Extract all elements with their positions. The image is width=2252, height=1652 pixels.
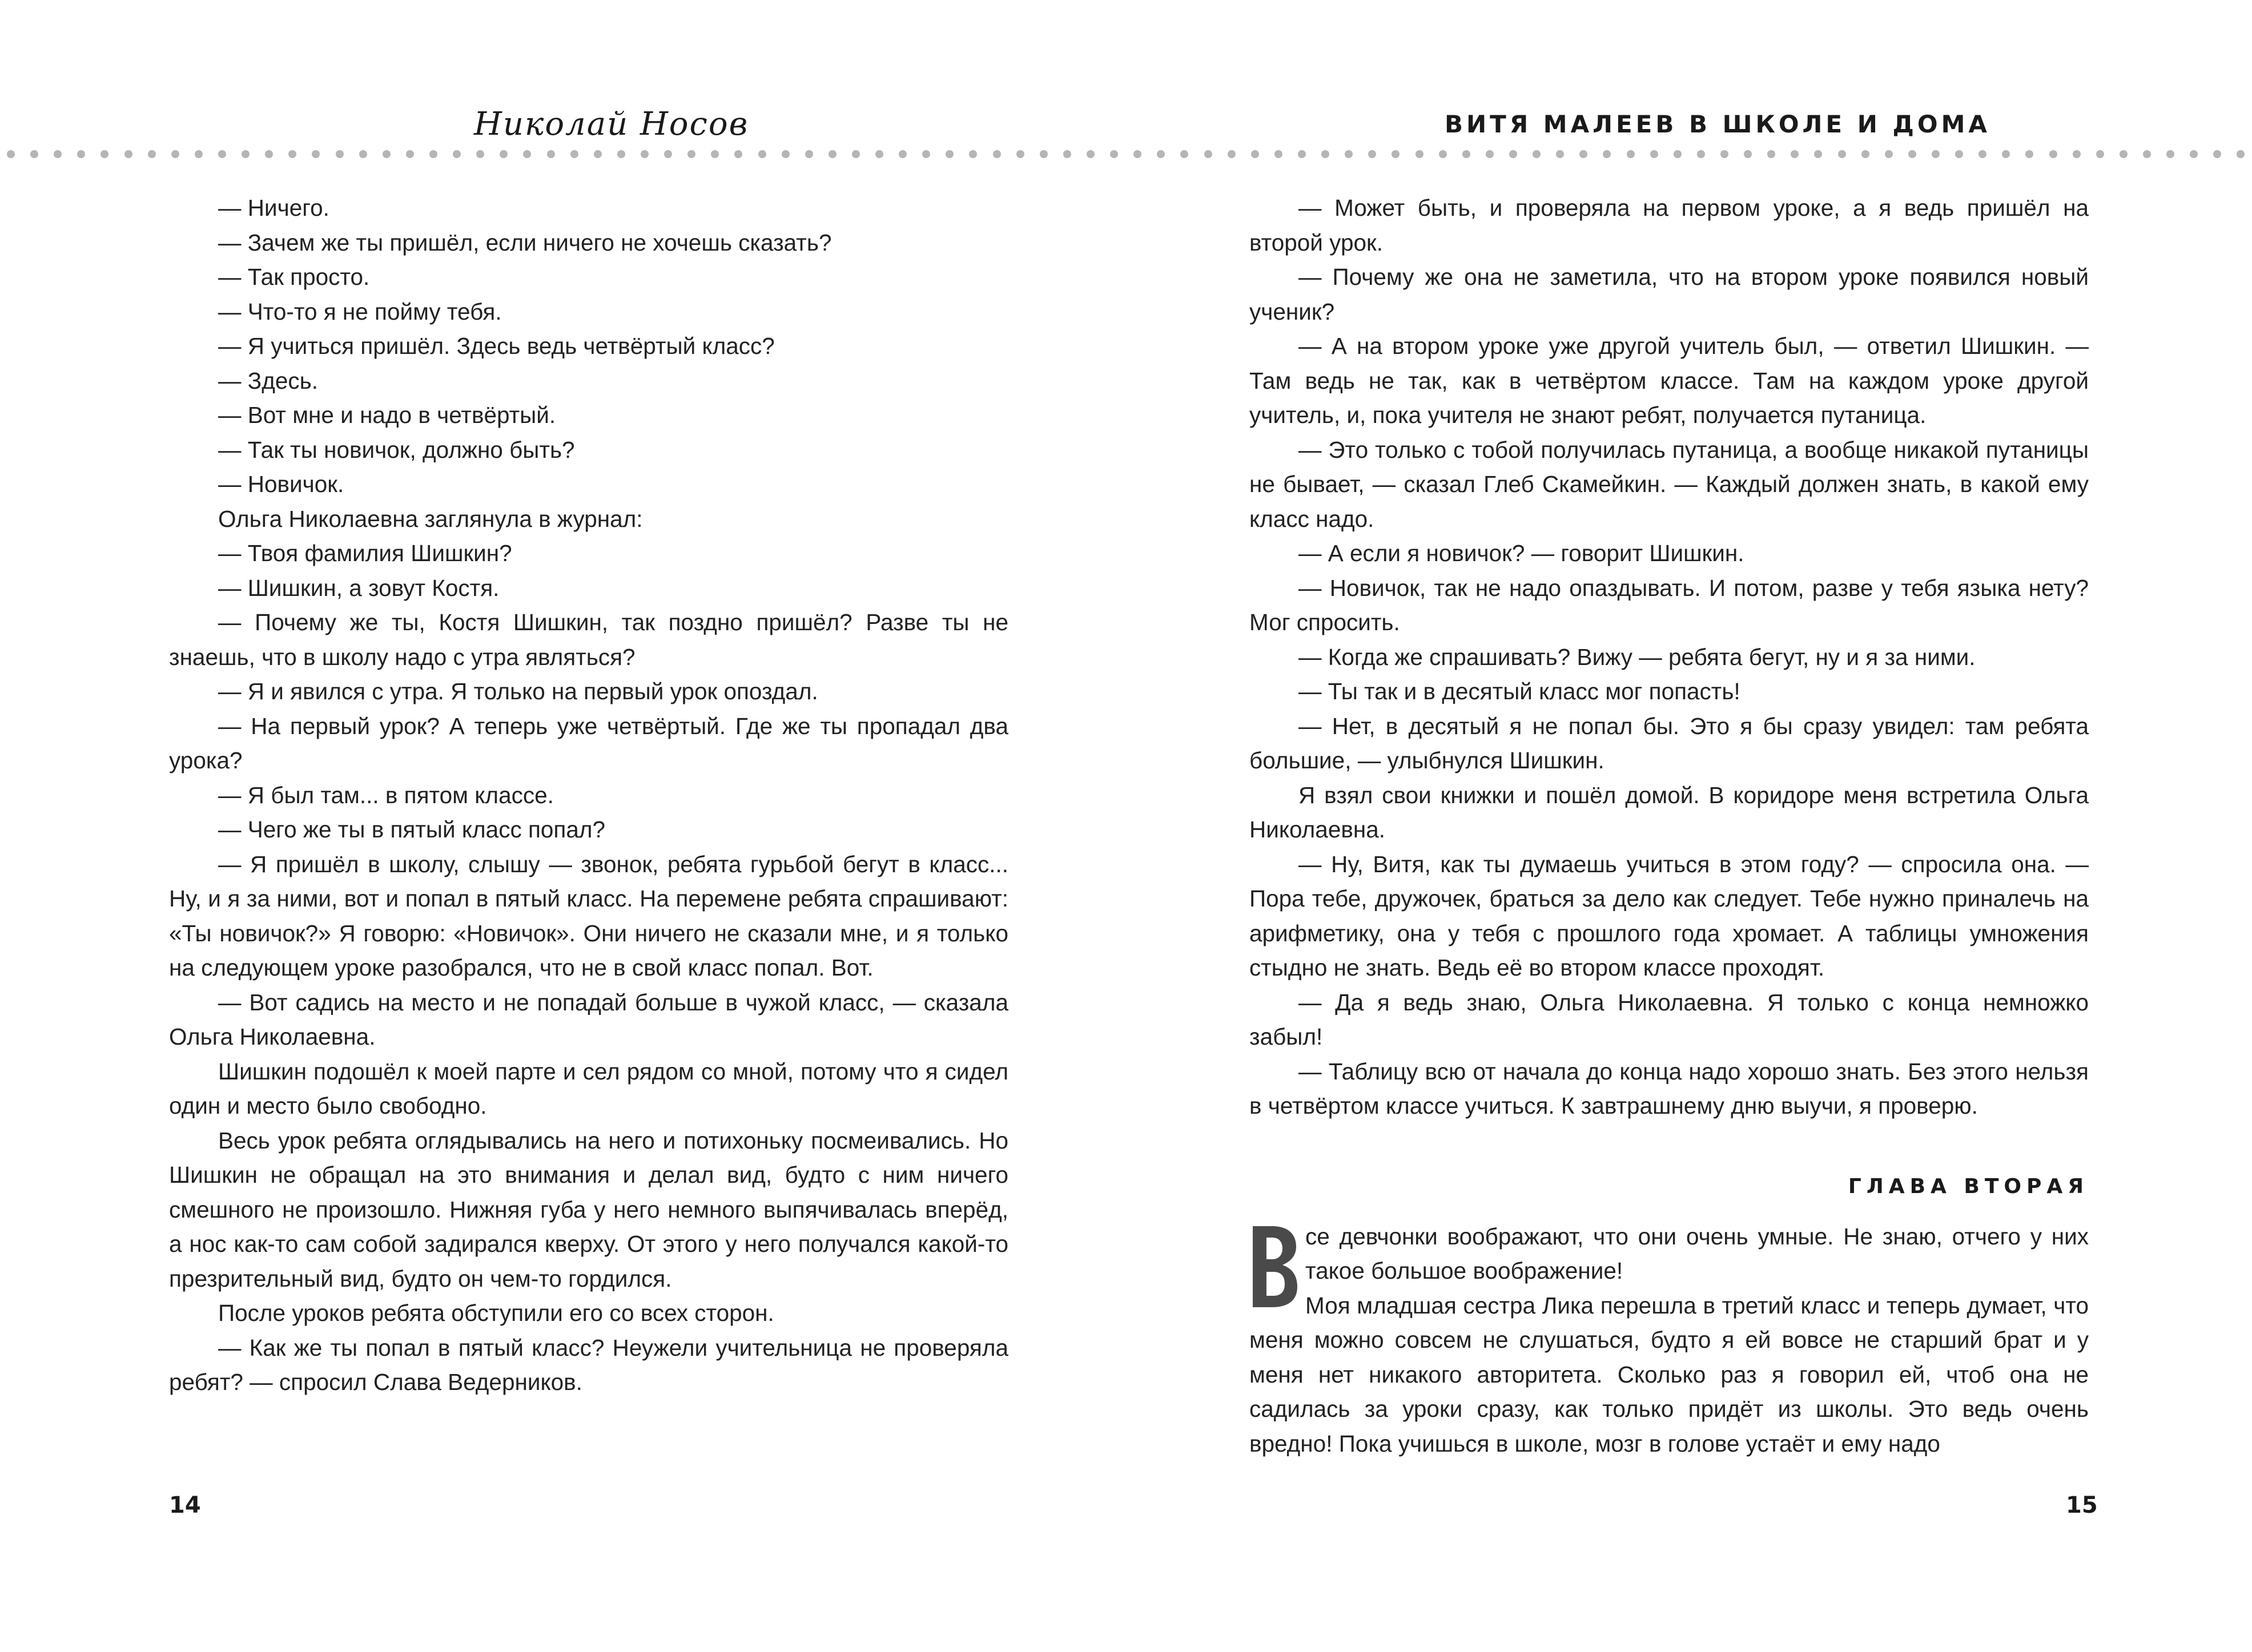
- divider-dot: [1908, 150, 1916, 158]
- paragraph: — Зачем же ты пришёл, если ничего не хочешь сказать?: [218, 229, 832, 256]
- divider-dot: [1016, 150, 1024, 158]
- divider-dot: [1439, 150, 1447, 158]
- divider-dot: [1603, 150, 1611, 158]
- divider-dot: [875, 150, 883, 158]
- paragraph: — Ты так и в десятый класс мог попасть!: [1298, 678, 1740, 704]
- paragraph: — Ничего.: [218, 195, 329, 221]
- dropcap-letter-icon: [1249, 1224, 1298, 1309]
- paragraph: — Новичок, так не надо опаздывать. И потом, разве у тебя языка нету? Мог спросить.: [1249, 574, 2089, 635]
- divider-dot: [100, 150, 108, 158]
- divider-dot: [617, 150, 625, 158]
- divider-dot: [922, 150, 930, 158]
- divider-dot: [1133, 150, 1141, 158]
- divider-dot: [77, 150, 85, 158]
- paragraph: — Да я ведь знаю, Ольга Николаевна. Я только с конца немножко забыл!: [1249, 989, 2089, 1050]
- paragraph: — Почему же она не заметила, что на втором уроке появился новый ученик?: [1249, 264, 2089, 325]
- paragraph: — Когда же спрашивать? Вижу — ребята бегут, ну и я за ними.: [1298, 643, 1976, 670]
- paragraph: — Шишкин, а зовут Костя.: [218, 574, 500, 601]
- divider-dot: [711, 150, 719, 158]
- divider-dot: [1110, 150, 1118, 158]
- divider-dot: [1157, 150, 1165, 158]
- chapter-first-paragraph-text: се девчонки воображают, что они очень умные. Не знаю, отчего у них такое большое воображение!: [1305, 1223, 2089, 1284]
- paragraph: — Нет, в десятый я не попал бы. Это я бы сразу увидел: там ребята большие, — улыбнулся Шишкин.: [1249, 712, 2089, 773]
- divider-dot: [1321, 150, 1329, 158]
- divider-dot: [1650, 150, 1658, 158]
- divider-dot: [453, 150, 461, 158]
- divider-dot: [594, 150, 602, 158]
- divider-dot: [852, 150, 860, 158]
- divider-dot: [1040, 150, 1048, 158]
- divider-dot: [1392, 150, 1400, 158]
- paragraph: — А на втором уроке уже другой учитель был, — ответил Шишкин. — Там ведь не так, как в четвёртом классе. Там на каждом уроке другой учитель, и, пока учителя не знают ребят, получается путаница.: [1249, 333, 2089, 428]
- divider-dot: [2002, 150, 2010, 158]
- paragraph: — Вот садись на место и не попадай больше в чужой класс, — сказала Ольга Николаевна.: [169, 989, 1008, 1050]
- divider-dot: [641, 150, 649, 158]
- left-page-text: [169, 191, 1008, 1400]
- divider-dot: [54, 150, 62, 158]
- divider-dot: [1415, 150, 1423, 158]
- divider-dot: [993, 150, 1001, 158]
- divider-dot: [1556, 150, 1564, 158]
- paragraph: — Таблицу всю от начала до конца надо хорошо знать. Без этого нельзя в четвёртом классе учиться. К завтрашнему дню выучи, я проверю.: [1249, 1058, 2089, 1119]
- divider-dot: [2025, 150, 2033, 158]
- paragraph: Весь урок ребята оглядывались на него и потихоньку посмеивались. Но Шишкин не обращал на это внимания и делал вид, будто с ним ничего смешного не произошло. Нижняя губа у него немного выпячивалась вперёд, а нос как-то сам собой задирался кверху. От этого у него получался какой-то презрительный вид, будто он чем-то гордился.: [169, 1127, 1008, 1292]
- divider-dot: [2190, 150, 2198, 158]
- divider-dot: [30, 150, 38, 158]
- divider-dot: [242, 150, 250, 158]
- divider-dot: [359, 150, 367, 158]
- page-number-left: 14: [169, 1492, 201, 1518]
- divider-dot: [1978, 150, 1986, 158]
- divider-dot: [218, 150, 226, 158]
- divider-dot: [1720, 150, 1728, 158]
- divider-dot: [1087, 150, 1095, 158]
- divider-dot: [969, 150, 977, 158]
- divider-dot: [734, 150, 742, 158]
- divider-dot: [758, 150, 766, 158]
- paragraph: Я взял свои книжки и пошёл домой. В коридоре меня встретила Ольга Николаевна.: [1249, 781, 2089, 843]
- divider-dot: [523, 150, 531, 158]
- paragraph: — Я был там... в пятом классе.: [218, 781, 554, 808]
- divider-dot: [265, 150, 273, 158]
- divider-dot: [1627, 150, 1635, 158]
- divider-dot: [782, 150, 790, 158]
- divider-dot: [195, 150, 203, 158]
- divider-dot: [2096, 150, 2104, 158]
- divider-dot: [1955, 150, 1963, 158]
- divider-dot: [1345, 150, 1353, 158]
- divider-dot: [1274, 150, 1282, 158]
- paragraph: — На первый урок? А теперь уже четвёртый. Где же ты пропадал два урока?: [169, 712, 1008, 773]
- page-number-right: 15: [2066, 1492, 2098, 1518]
- divider-dot: [1462, 150, 1470, 158]
- running-head-book-title: ВИТЯ МАЛЕЕВ В ШКОЛЕ И ДОМА: [1445, 110, 1990, 138]
- divider-dot: [1533, 150, 1541, 158]
- divider-dot: [946, 150, 954, 158]
- divider-dot: [899, 150, 907, 158]
- divider-dot: [1180, 150, 1188, 158]
- divider-dot: [1767, 150, 1775, 158]
- divider-dot: [570, 150, 578, 158]
- divider-dot: [1932, 150, 1940, 158]
- divider-dot: [1204, 150, 1212, 158]
- paragraph: Шишкин подошёл к моей парте и сел рядом со мной, потому что я сидел один и место было свободно.: [169, 1058, 1008, 1119]
- divider-dot: [124, 150, 132, 158]
- paragraph: — Здесь.: [218, 367, 318, 394]
- paragraph: — Я пришёл в школу, слышу — звонок, ребята гурьбой бегут в класс... Ну, и я за ними, вот и попал в пятый класс. На перемене ребята спрашивают: «Ты новичок?» Я говорю: «Новичок». Они ничего не сказали мне, и я только на следующем уроке разобрался, что не в свой класс попал. Вот.: [169, 851, 1008, 981]
- paragraph: Моя младшая сестра Лика перешла в третий класс и теперь думает, что меня можно совсем не слушаться, будто я ей вовсе не старший брат и у меня нет никакого авторитета. Сколько раз я говорил ей, чтоб она не садилась за уроки сразу, как только придёт из школы. Это ведь очень вредно! Пока учишься в школе, мозг в голове устаёт и ему надо: [1249, 1292, 2089, 1457]
- paragraph: — Я учиться пришёл. Здесь ведь четвёртый класс?: [218, 333, 775, 359]
- paragraph: — Может быть, и проверяла на первом уроке, а я ведь пришёл на второй урок.: [1249, 195, 2089, 256]
- divider-dot: [1509, 150, 1517, 158]
- divider-dot: [1228, 150, 1236, 158]
- divider-dot: [1838, 150, 1846, 158]
- divider-dot: [2213, 150, 2221, 158]
- chapter-opening-paragraph: [1249, 1219, 2089, 1288]
- paragraph: — Так просто.: [218, 264, 370, 290]
- divider-dot: [1885, 150, 1893, 158]
- divider-dot: [2073, 150, 2081, 158]
- divider-dot: [1579, 150, 1587, 158]
- divider-dot: [1063, 150, 1071, 158]
- divider-dot: [7, 150, 15, 158]
- divider-dot: [1744, 150, 1752, 158]
- divider-dot: [336, 150, 344, 158]
- paragraph: — Ну, Витя, как ты думаешь учиться в этом году? — спросила она. — Пора тебе, дружочек, браться за дело как следует. Тебе нужно приналечь на арифметику, она у тебя с прошлого года хромает. А таблицы умножения стыдно не знать. Ведь её во втором классе проходят.: [1249, 851, 2089, 981]
- divider-dot: [805, 150, 813, 158]
- divider-dot: [500, 150, 508, 158]
- paragraph: После уроков ребята обступили его со всех сторон.: [218, 1300, 774, 1326]
- paragraph: — Новичок.: [218, 471, 344, 497]
- paragraph: — А если я новичок? — говорит Шишкин.: [1298, 540, 1744, 566]
- divider-dot: [2166, 150, 2174, 158]
- paragraph: — Твоя фамилия Шишкин?: [218, 540, 512, 566]
- divider-dot: [1251, 150, 1259, 158]
- divider-dot: [664, 150, 672, 158]
- divider-dot: [2049, 150, 2057, 158]
- divider-dot: [1368, 150, 1376, 158]
- divider-dot: [429, 150, 437, 158]
- divider-dot: [1861, 150, 1869, 158]
- divider-dot: [829, 150, 837, 158]
- right-page-text: [1249, 191, 2089, 1461]
- dotted-divider: [0, 147, 2252, 161]
- paragraph: — Так ты новичок, должно быть?: [218, 436, 575, 463]
- divider-dot: [1674, 150, 1682, 158]
- divider-dot: [1486, 150, 1494, 158]
- divider-dot: [687, 150, 695, 158]
- divider-dot: [2120, 150, 2128, 158]
- divider-dot: [2143, 150, 2151, 158]
- paragraph: — Что-то я не пойму тебя.: [218, 298, 502, 325]
- divider-dot: [1791, 150, 1799, 158]
- divider-dot: [312, 150, 320, 158]
- divider-dot: [2237, 150, 2245, 158]
- divider-dot: [1814, 150, 1822, 158]
- paragraph: — Как же ты попал в пятый класс? Неужели учительница не проверяла ребят? — спросил Слава Ведерников.: [169, 1334, 1008, 1395]
- divider-dot: [1298, 150, 1306, 158]
- divider-dot: [547, 150, 555, 158]
- divider-dot: [148, 150, 156, 158]
- divider-dot: [1697, 150, 1705, 158]
- chapter-heading: ГЛАВА ВТОРАЯ: [1848, 1174, 2089, 1198]
- running-head-author: Николай Носов: [474, 105, 749, 143]
- divider-dot: [288, 150, 296, 158]
- paragraph: — Я и явился с утра. Я только на первый урок опоздал.: [218, 678, 818, 704]
- divider-dot: [171, 150, 179, 158]
- paragraph: — Вот мне и надо в четвёртый.: [218, 402, 556, 428]
- paragraph: — Это только с тобой получилась путаница, а вообще никакой путаницы не бывает, — сказал Глеб Скамейкин. — Каждый должен знать, в какой ему класс надо.: [1249, 436, 2089, 532]
- divider-dot: [476, 150, 484, 158]
- paragraph: — Чего же ты в пятый класс попал?: [218, 816, 606, 843]
- divider-dot: [383, 150, 391, 158]
- paragraph: — Почему же ты, Костя Шишкин, так поздно пришёл? Разве ты не знаешь, что в школу надо с утра являться?: [169, 609, 1008, 670]
- divider-dot: [406, 150, 414, 158]
- paragraph: Ольга Николаевна заглянула в журнал:: [218, 505, 643, 532]
